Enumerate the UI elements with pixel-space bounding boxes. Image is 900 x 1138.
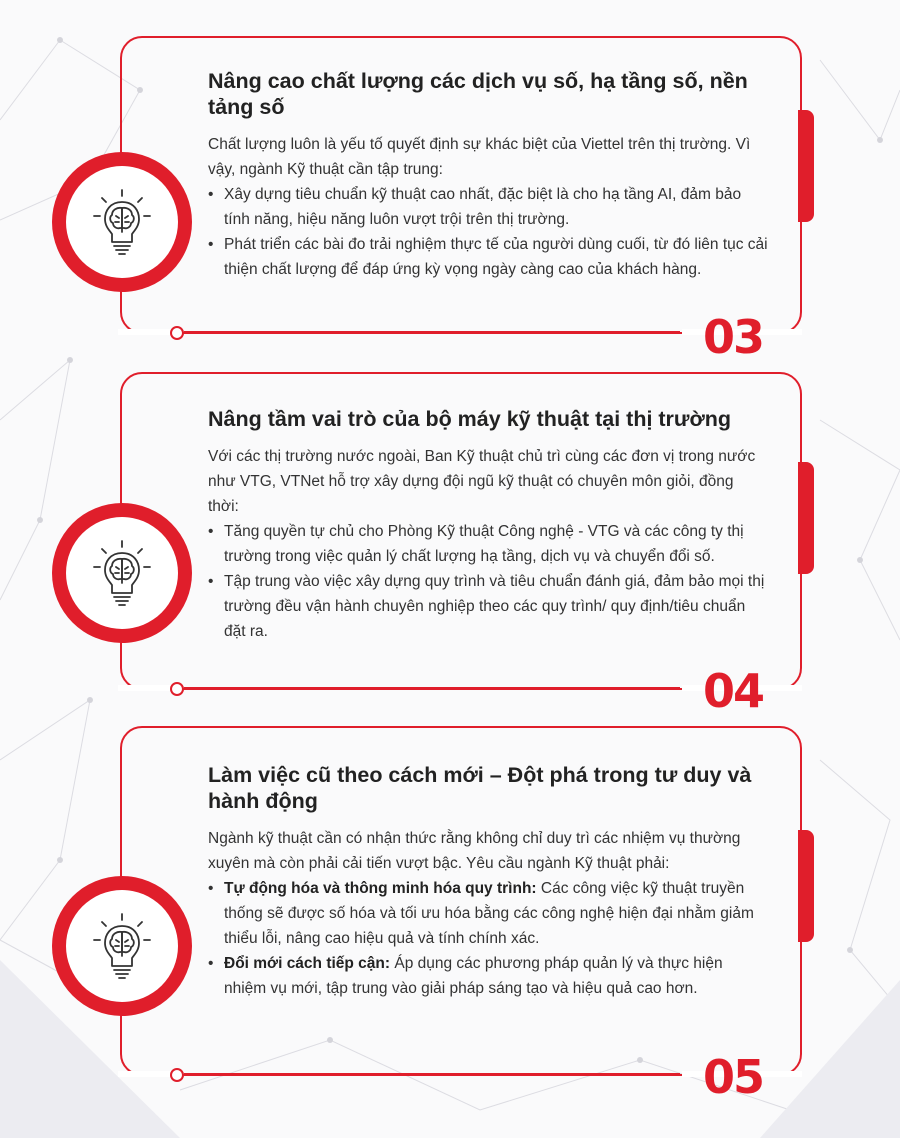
- line-end-circle: [170, 326, 184, 340]
- brain-lightbulb-icon: [92, 912, 152, 984]
- section-number: 04: [702, 664, 763, 718]
- section-intro: Ngành kỹ thuật cần có nhận thức rằng không chỉ duy trì các nhiệm vụ thường xuyên mà còn phải cải tiến vượt bậc. Yêu cầu ngành Kỹ thuật phải:: [208, 830, 741, 872]
- section-intro: Chất lượng luôn là yếu tố quyết định sự khác biệt của Viettel trên thị trường. Vì vậy, ngành Kỹ thuật cần tập trung:: [208, 136, 751, 178]
- bullet-lead: Đổi mới cách tiếp cận:: [224, 955, 391, 972]
- badge: [52, 876, 192, 1016]
- list-item: • Tăng quyền tự chủ cho Phòng Kỹ thuật Công nghệ - VTG và các công ty thị trường trong việc quản lý chất lượng hạ tầng, dịch vụ và chuyển đổi số.: [208, 519, 768, 569]
- bottom-line: [184, 331, 680, 334]
- list-item: • Tự động hóa và thông minh hóa quy trình: Các công việc kỹ thuật truyền thống sẽ được số hóa và tối ưu hóa bằng các công nghệ hiện đại nhằm giảm thiểu lỗi, nâng cao hiệu quả và tính chính xác.: [208, 876, 768, 951]
- bottom-line: [184, 1073, 680, 1076]
- line-end-circle: [170, 682, 184, 696]
- side-tab: [798, 830, 814, 942]
- badge: [52, 503, 192, 643]
- badge: [52, 152, 192, 292]
- bottom-line: [184, 687, 680, 690]
- section-number: 05: [702, 1050, 763, 1104]
- bullet-list: [208, 519, 768, 644]
- section-number: 03: [702, 310, 763, 364]
- section-title: Nâng cao chất lượng các dịch vụ số, hạ tầng số, nền tảng số: [208, 69, 748, 119]
- list-item: • Tập trung vào việc xây dựng quy trình và tiêu chuẩn đánh giá, đảm bảo mọi thị trường đều vận hành chuyên nghiệp theo các quy trình/ quy định/tiêu chuẩn đặt ra.: [208, 569, 768, 644]
- list-item: • Đổi mới cách tiếp cận: Áp dụng các phương pháp quản lý và thực hiện nhiệm vụ mới, tập trung vào giải pháp sáng tạo và hiệu quả cao hơn.: [208, 951, 768, 1001]
- section-title: Làm việc cũ theo cách mới – Đột phá trong tư duy và hành động: [208, 763, 752, 813]
- side-tab: [798, 462, 814, 574]
- bullet-list: [208, 876, 768, 1001]
- section-title: Nâng tầm vai trò của bộ máy kỹ thuật tại thị trường: [208, 407, 732, 431]
- list-item: • Xây dựng tiêu chuẩn kỹ thuật cao nhất, đặc biệt là cho hạ tầng AI, đảm bảo tính năng, hiệu năng luôn vượt trội trên thị trường.: [208, 182, 768, 232]
- side-tab: [798, 110, 814, 222]
- bullet-list: [208, 182, 768, 282]
- section-intro: Với các thị trường nước ngoài, Ban Kỹ thuật chủ trì cùng các đơn vị trong nước như VTG, VTNet hỗ trợ xây dựng đội ngũ kỹ thuật có chuyên môn giỏi, đồng thời:: [208, 448, 756, 515]
- brain-lightbulb-icon: [92, 188, 152, 260]
- list-item: • Phát triển các bài đo trải nghiệm thực tế của người dùng cuối, từ đó liên tục cải thiện chất lượng để đáp ứng kỳ vọng ngày càng cao của khách hàng.: [208, 232, 768, 282]
- line-end-circle: [170, 1068, 184, 1082]
- brain-lightbulb-icon: [92, 539, 152, 611]
- bullet-lead: Tự động hóa và thông minh hóa quy trình:: [224, 880, 537, 897]
